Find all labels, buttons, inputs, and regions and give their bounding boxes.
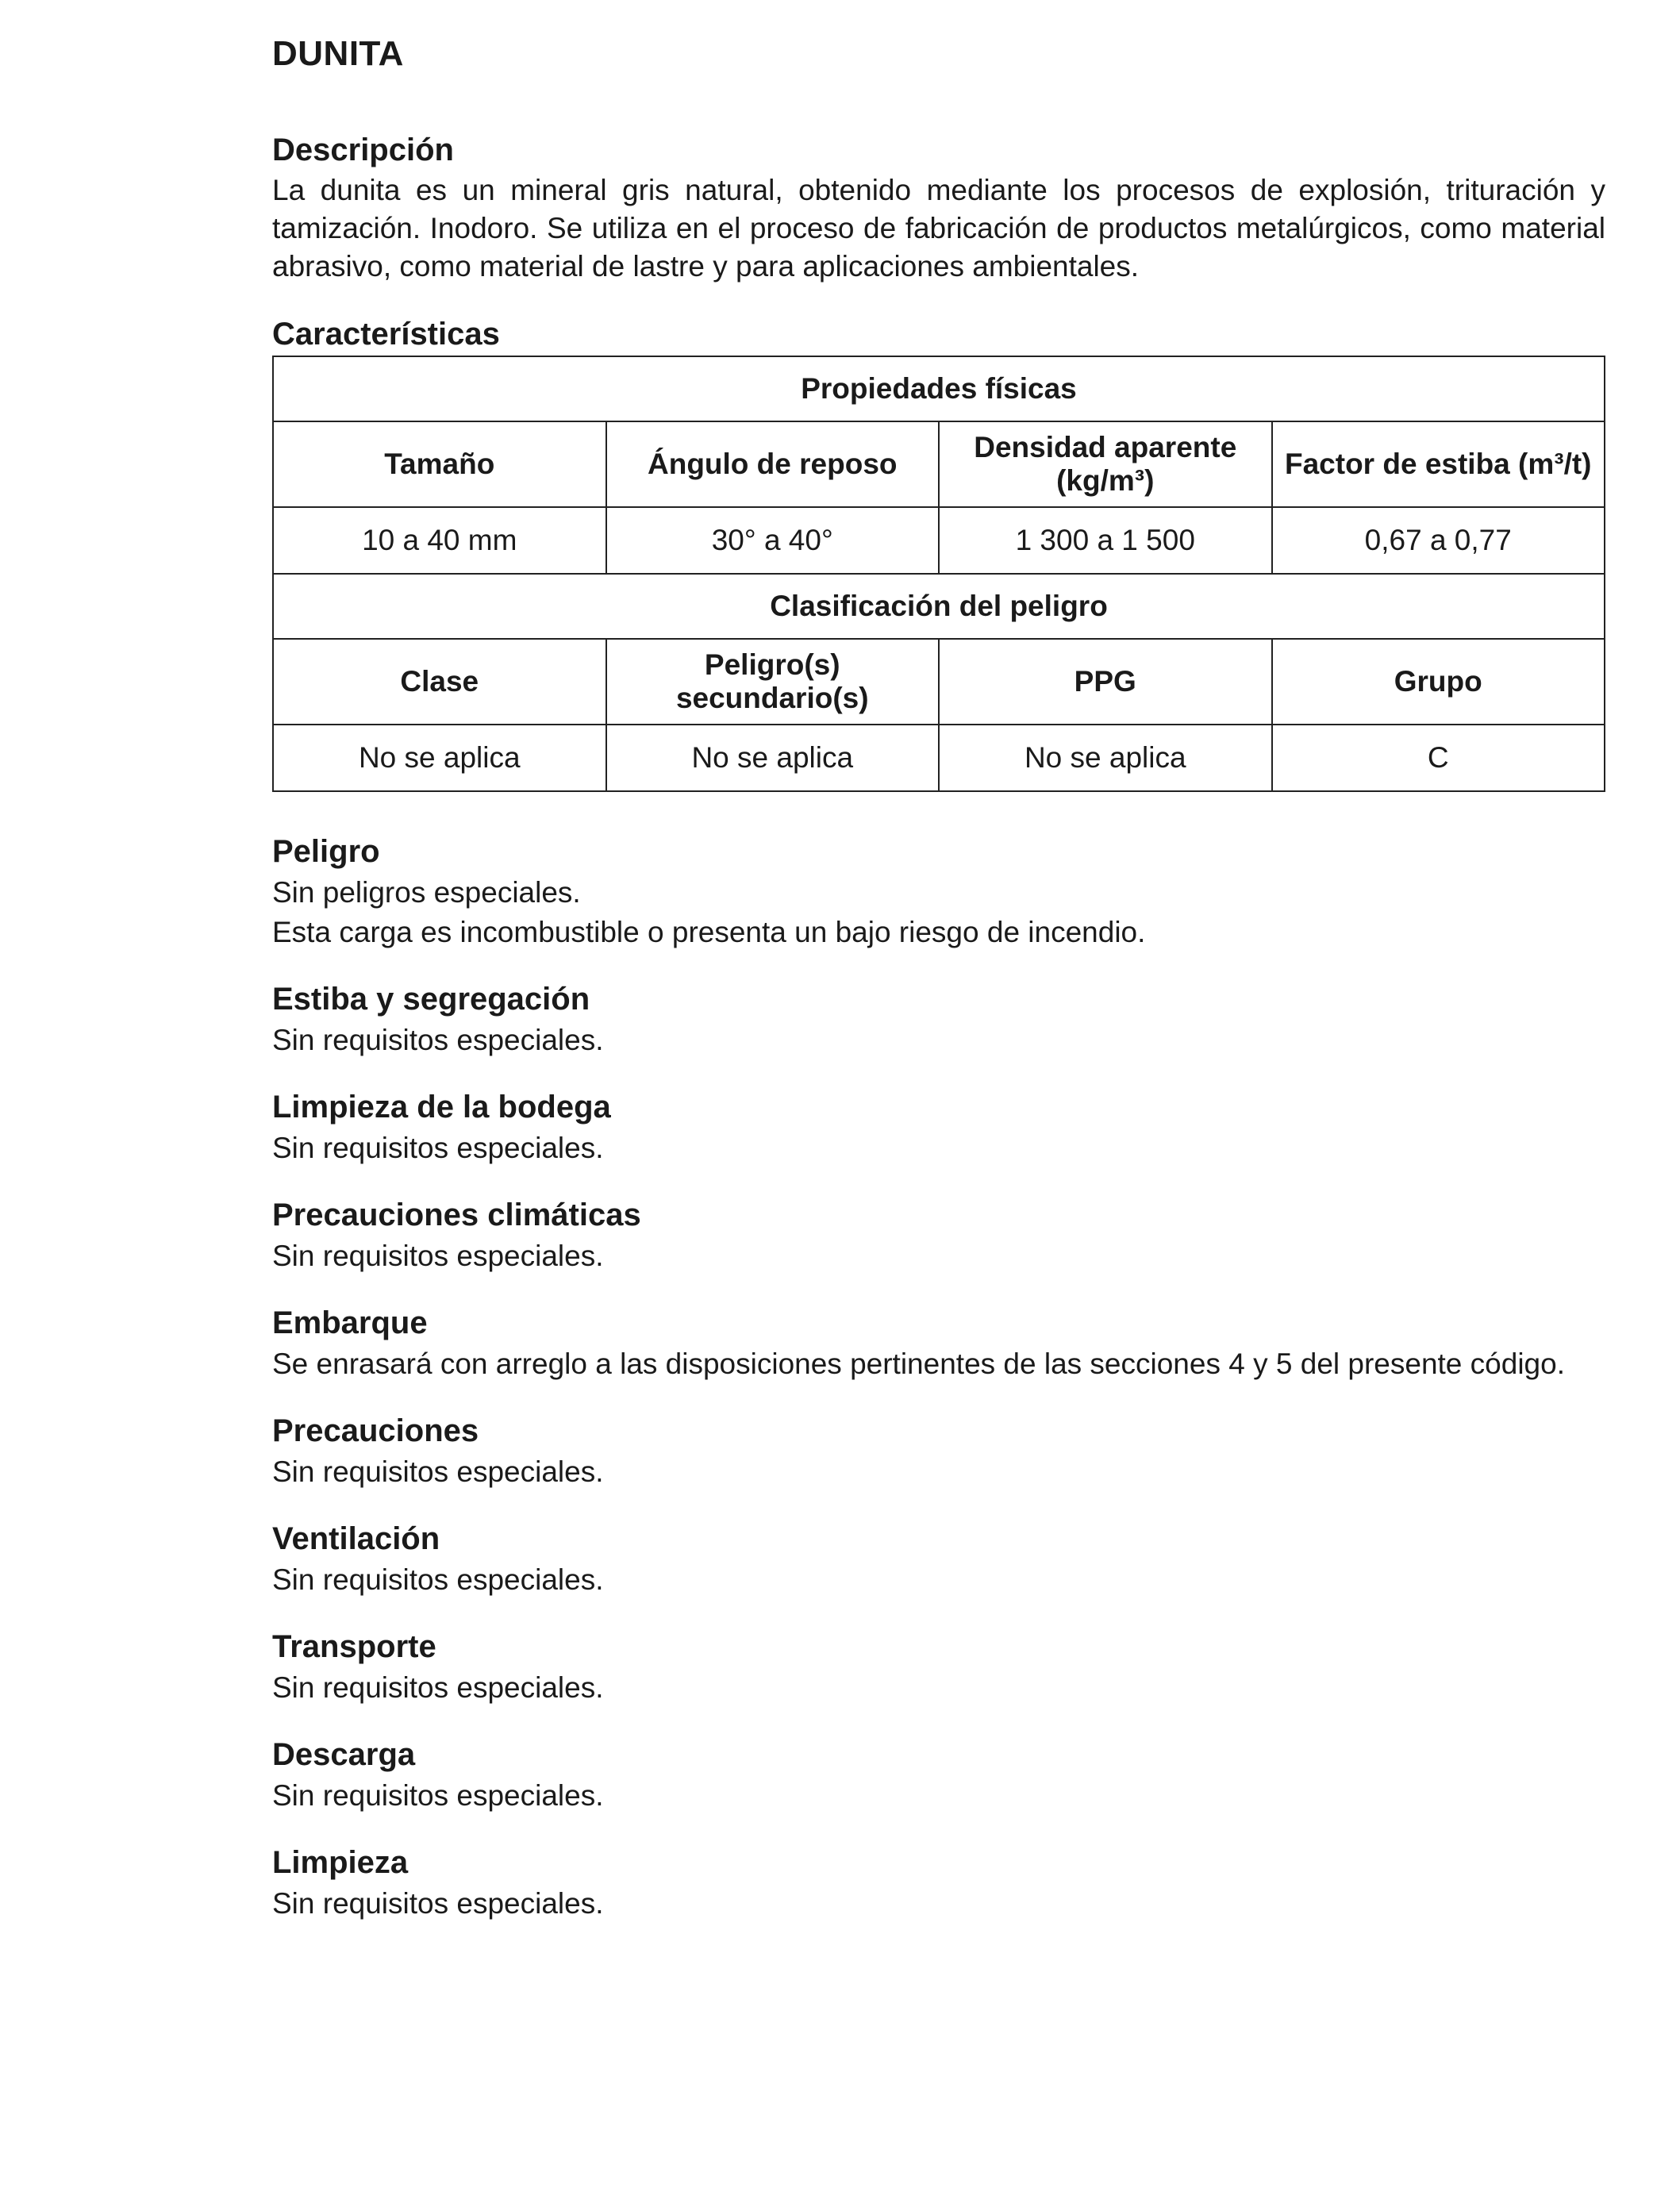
- table-value-cell: 1 300 a 1 500: [939, 507, 1272, 574]
- document-content: [272, 30, 1605, 1949]
- section-heading: Limpieza: [272, 1845, 409, 1880]
- section-heading: Precauciones climáticas: [272, 1198, 641, 1232]
- section-heading: Embarque: [272, 1305, 428, 1340]
- table-header-cell: Clase: [273, 639, 606, 725]
- table-header-cell: Tamaño: [273, 421, 606, 507]
- section-heading: Precauciones: [272, 1413, 479, 1448]
- section-transporte: [272, 1625, 1605, 1708]
- table-value-cell: No se aplica: [606, 725, 940, 791]
- table-value-cell: C: [1272, 725, 1605, 791]
- table-value-cell: No se aplica: [939, 725, 1272, 791]
- table-header-cell: Peligro(s) secundario(s): [606, 639, 940, 725]
- description-text: La dunita es un mineral gris natural, obtenido mediante los procesos de explosión, trituración y tamización. Inodoro. Se utiliza en el proceso de fabricación de productos metalúrgicos, como material abrasivo, como material de lastre y para aplicaciones ambientales.: [272, 174, 1605, 283]
- properties-table: [272, 356, 1605, 792]
- section-text: Se enrasará con arreglo a las disposiciones pertinentes de las secciones 4 y 5 del presente código.: [272, 1348, 1565, 1380]
- table-header-cell: Grupo: [1272, 639, 1605, 725]
- section-heading: Descarga: [272, 1737, 416, 1772]
- section-peligro: [272, 830, 1605, 952]
- section-heading: Peligro: [272, 834, 380, 869]
- section-text: Sin requisitos especiales.: [272, 1240, 604, 1272]
- section-text: Sin requisitos especiales.: [272, 1779, 604, 1812]
- section-text: Sin requisitos especiales.: [272, 1455, 604, 1488]
- section-estiba: [272, 978, 1605, 1060]
- section-text: Sin requisitos especiales.: [272, 1887, 604, 1920]
- section-descarga: [272, 1733, 1605, 1816]
- table-value-cell: No se aplica: [273, 725, 606, 791]
- table-band-hazard: Clasificación del peligro: [273, 574, 1605, 639]
- section-limpieza-bodega: [272, 1086, 1605, 1168]
- sections-list: [272, 830, 1605, 1924]
- section-heading: Ventilación: [272, 1521, 440, 1556]
- section-precauciones-climaticas: [272, 1194, 1605, 1276]
- table-header-cell: Ángulo de reposo: [606, 421, 940, 507]
- table-band-physical: Propiedades físicas: [273, 356, 1605, 421]
- section-heading-caracteristicas: Características: [272, 317, 500, 352]
- table-header-cell: Densidad aparente (kg/m³): [939, 421, 1272, 507]
- section-text: Sin requisitos especiales.: [272, 1671, 604, 1704]
- section-descripcion: [272, 129, 1605, 286]
- table-value-cell: 10 a 40 mm: [273, 507, 606, 574]
- table-value-cell: 0,67 a 0,77: [1272, 507, 1605, 574]
- table-value-cell: 30° a 40°: [606, 507, 940, 574]
- section-heading: Transporte: [272, 1629, 436, 1664]
- page-title: DUNITA: [272, 34, 404, 73]
- section-text: Sin peligros especiales.: [272, 876, 581, 909]
- section-ventilacion: [272, 1517, 1605, 1600]
- table-header-cell: PPG: [939, 639, 1272, 725]
- section-precauciones: [272, 1409, 1605, 1492]
- section-limpieza: [272, 1841, 1605, 1924]
- section-text: Esta carga es incombustible o presenta un bajo riesgo de incendio.: [272, 916, 1146, 948]
- section-embarque: [272, 1301, 1605, 1384]
- section-text: Sin requisitos especiales.: [272, 1024, 604, 1056]
- section-text: Sin requisitos especiales.: [272, 1132, 604, 1164]
- section-heading: Estiba y segregación: [272, 982, 590, 1017]
- section-heading: Limpieza de la bodega: [272, 1090, 611, 1125]
- section-caracteristicas: [272, 313, 1605, 792]
- table-header-cell: Factor de estiba (m³/t): [1272, 421, 1605, 507]
- section-text: Sin requisitos especiales.: [272, 1563, 604, 1596]
- section-heading-descripcion: Descripción: [272, 133, 454, 167]
